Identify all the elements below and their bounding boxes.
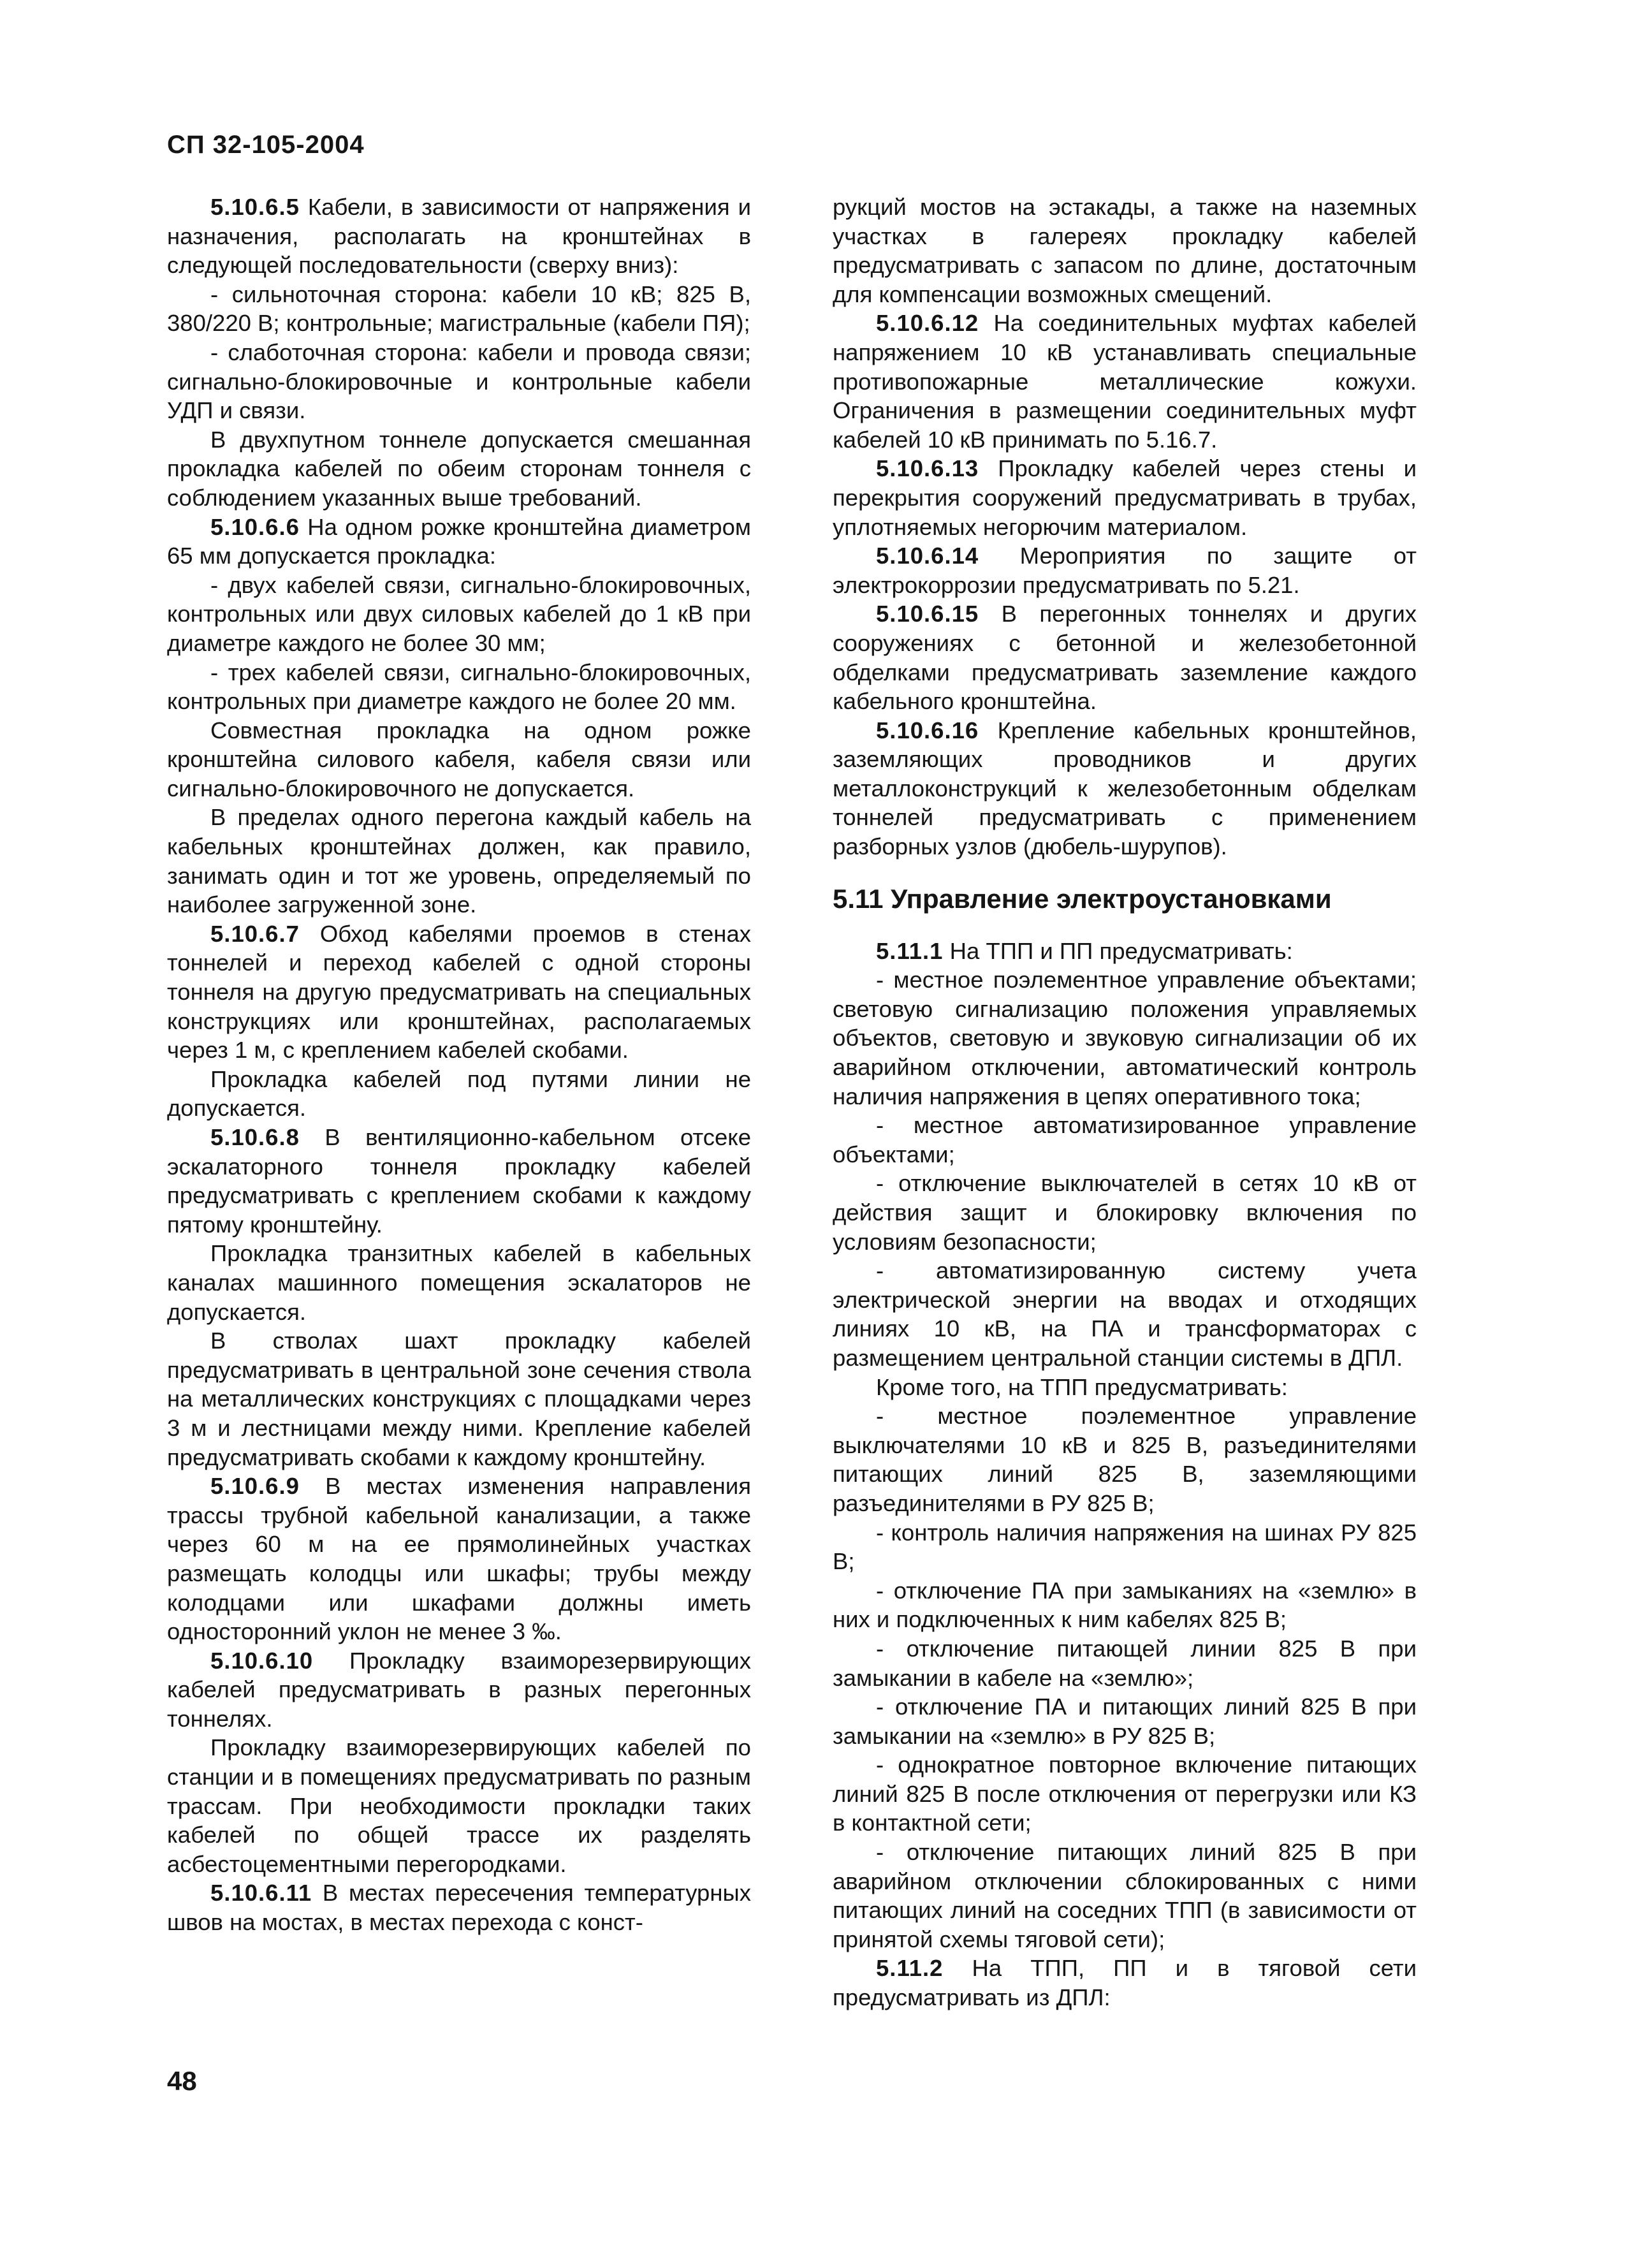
paragraph: [167, 513, 751, 571]
paragraph: [833, 1954, 1417, 2012]
paragraph-text: - местное поэлементное управление выключателями 10 кВ и 825 В, разъединителями питающих линий 825 В, заземляющими разъединителями в РУ 825 В;: [833, 1403, 1417, 1516]
paragraph-text: В местах изменения направления трассы трубной кабельной канализации, а также через 60 м на ее прямолинейных участках размещать колодцы или шкафы; трубы между колодцами или шкафами должны иметь односторонний уклон не менее 3 ‰.: [167, 1473, 751, 1645]
clause-number: 5.11.1: [876, 937, 944, 964]
paragraph-text: - местное поэлементное управление объектами; световую сигнализацию положения управляемых объектов, световую и звуковую сигнализации об их аварийном отключении, автоматический контроль наличия напряжения в цепях оперативного тока;: [833, 967, 1417, 1109]
paragraph: [833, 1373, 1417, 1402]
paragraph: [167, 919, 751, 1065]
paragraph-text: Кроме того, на ТПП предусматривать:: [876, 1373, 1288, 1400]
paragraph: [167, 425, 751, 513]
paragraph: [833, 965, 1417, 1111]
paragraph: [833, 1169, 1417, 1256]
paragraph-text: В местах пересечения температурных швов на мостах, в местах перехода с конст-: [167, 1880, 751, 1936]
paragraph-text: Крепление кабельных кронштейнов, заземляющих проводников и других металлоконструкций к железобетонным обделкам тоннелей предусматривать с применением разборных узлов (дюбель-шурупов).: [833, 717, 1417, 860]
paragraph-text: - трех кабелей связи, сигнально-блокировочных, контрольных при диаметре каждого не более 20 мм.: [167, 659, 751, 715]
paragraph: [167, 1123, 751, 1239]
paragraph: [833, 1111, 1417, 1169]
paragraph: [167, 1472, 751, 1646]
clause-number: 5.10.6.15: [876, 601, 979, 627]
paragraph-text: В стволах шахт прокладку кабелей предусматривать в центральной зоне сечения ствола на металлических конструкциях с площадками через 3 м и лестницами между ними. Крепление кабелей предусматривать скобами к каждому кронштейну.: [167, 1328, 751, 1470]
clause-number: 5.10.6.5: [210, 194, 300, 220]
clause-number: 5.10.6.8: [210, 1124, 300, 1150]
paragraph: [833, 1518, 1417, 1576]
paragraph: [167, 658, 751, 716]
clause-number: 5.10.6.11: [210, 1880, 312, 1906]
paragraph-text: - слаботочная сторона: кабели и провода связи; сигнально-блокировочные и контрольные кабели УДП и связи.: [167, 339, 751, 424]
paragraph-text: - однократное повторное включение питающих линий 825 В после отключения от перегрузки или КЗ в контактной сети;: [833, 1752, 1417, 1836]
paragraph: [833, 309, 1417, 454]
paragraph-text: Прокладку взаиморезервирующих кабелей по станции и в помещениях предусматривать по разным трассам. При необходимости прокладки таких кабелей по общей трассе их разделять асбестоцементными перегородками.: [167, 1734, 751, 1877]
paragraph-text: Мероприятия по защите от электрокоррозии предусматривать по 5.21.: [833, 543, 1417, 598]
paragraph: [833, 1401, 1417, 1518]
paragraph: [167, 1326, 751, 1472]
paragraph-text: - контроль наличия напряжения на шинах РУ 825 В;: [833, 1519, 1417, 1575]
document-code-header: СП 32-105-2004: [167, 131, 365, 159]
paragraph: [167, 193, 751, 280]
paragraph-text: - местное автоматизированное управление объектами;: [833, 1112, 1417, 1167]
paragraph-text: На ТПП, ПП и в тяговой сети предусматривать из ДПЛ:: [833, 1955, 1417, 2011]
paragraph-text: Прокладка кабелей под путями линии не допускается.: [167, 1065, 751, 1122]
clause-number: 5.10.6.6: [210, 513, 300, 540]
paragraph-text: На соединительных муфтах кабелей напряжением 10 кВ устанавливать специальные противопожарные металлические кожухи. Ограничения в размещении соединительных муфт кабелей 10 кВ принимать по 5.16.7.: [833, 310, 1417, 453]
clause-number: 5.10.6.9: [210, 1473, 300, 1500]
paragraph: [833, 193, 1417, 309]
paragraph-text: Кабели, в зависимости от напряжения и назначения, располагать на кронштейнах в следующей последовательности (сверху вниз):: [167, 194, 751, 279]
paragraph: [833, 1576, 1417, 1634]
paragraph: [833, 1256, 1417, 1372]
paragraph: [833, 937, 1417, 966]
paragraph: [167, 803, 751, 919]
clause-number: 5.10.6.7: [210, 920, 300, 947]
paragraph: [833, 716, 1417, 861]
paragraph: [833, 1692, 1417, 1750]
right-column: [833, 193, 1417, 2012]
paragraph-text: В перегонных тоннелях и других сооружениях с бетонной и железобетонной обделками предусматривать заземление каждого кабельного кронштейна.: [833, 601, 1417, 715]
paragraph-text: В двухпутном тоннеле допускается смешанная прокладка кабелей по обеим сторонам тоннеля с соблюдением указанных выше требований.: [167, 426, 751, 511]
clause-number: 5.10.6.10: [210, 1647, 314, 1674]
paragraph-text: Прокладку кабелей через стены и перекрытия сооружений предусматривать в трубах, уплотняемых негорючим материалом.: [833, 455, 1417, 540]
section-heading: 5.11 Управление электроустановками: [833, 883, 1332, 914]
paragraph: [167, 716, 751, 803]
paragraph-text: - сильноточная сторона: кабели 10 кВ; 825 В, 380/220 В; контрольные; магистральные (кабели ПЯ);: [167, 281, 751, 337]
paragraph: [167, 280, 751, 338]
right-column-bottom: [833, 937, 1417, 2012]
paragraph-text: На ТПП и ПП предусматривать:: [943, 937, 1293, 964]
paragraph-text: - автоматизированную систему учета электрической энергии на вводах и отходящих линиях 10 кВ, на ПА и трансформаторах с размещением центральной станции системы в ДПЛ.: [833, 1257, 1417, 1371]
paragraph-text: - отключение ПА и питающих линий 825 В при замыкании на «землю» в РУ 825 В;: [833, 1694, 1417, 1749]
paragraph: [167, 571, 751, 658]
paragraph: [833, 1750, 1417, 1838]
paragraph: [167, 1239, 751, 1326]
paragraph-text: На одном рожке кронштейна диаметром 65 мм допускается прокладка:: [167, 513, 751, 569]
paragraph: [833, 541, 1417, 599]
paragraph-text: Прокладка транзитных кабелей в кабельных каналах машинного помещения эскалаторов не допускается.: [167, 1240, 751, 1325]
paragraph-text: В вентиляционно-кабельном отсеке эскалаторного тоннеля прокладку кабелей предусматривать с креплением скобами к каждому пятому кронштейну.: [167, 1124, 751, 1238]
paragraph-text: - двух кабелей связи, сигнально-блокировочных, контрольных или двух силовых кабелей до 1 кВ при диаметре каждого не более 30 мм;: [167, 571, 751, 656]
paragraph: [167, 338, 751, 425]
paragraph-text: - отключение питающих линий 825 В при аварийном отключении сблокированных с ними питающих линий на соседних ТПП (в зависимости от принятой схемы тяговой сети);: [833, 1839, 1417, 1952]
paragraph-text: - отключение ПА при замыканиях на «землю» в них и подключенных к ним кабелях 825 В;: [833, 1577, 1417, 1633]
paragraph: [833, 599, 1417, 715]
left-column: [167, 193, 751, 1937]
paragraph: [167, 1878, 751, 1936]
paragraph-text: - отключение выключателей в сетях 10 кВ от действия защит и блокировку включения по условиям безопасности;: [833, 1170, 1417, 1255]
paragraph-text: Совместная прокладка на одном рожке кронштейна силового кабеля, кабеля связи или сигнально-блокировочного не допускается.: [167, 717, 751, 801]
clause-number: 5.11.2: [876, 1955, 944, 1982]
paragraph-text: В пределах одного перегона каждый кабель на кабельных кронштейнах должен, как правило, занимать один и тот же уровень, определяемый по наиболее загруженной зоне.: [167, 804, 751, 918]
clause-number: 5.10.6.12: [876, 310, 979, 337]
paragraph: [833, 454, 1417, 541]
clause-number: 5.10.6.14: [876, 543, 979, 569]
clause-number: 5.10.6.16: [876, 717, 979, 743]
page-number: 48: [167, 2066, 197, 2096]
right-column-top: [833, 193, 1417, 861]
paragraph-text: Обход кабелями проемов в стенах тоннелей и переход кабелей с одной стороны тоннеля на другую предусматривать на специальных конструкциях или кронштейнах, располагаемых через 1 м, с креплением кабелей скобами.: [167, 920, 751, 1064]
paragraph: [833, 1634, 1417, 1692]
paragraph: [167, 1065, 751, 1123]
paragraph-text: Прокладку взаиморезервирующих кабелей предусматривать в разных перегонных тоннелях.: [167, 1647, 751, 1732]
paragraph: [833, 1838, 1417, 1954]
paragraph-text: рукций мостов на эстакады, а также на наземных участках в галереях прокладку кабелей предусматривать с запасом по длине, достаточным для компенсации возможных смещений.: [833, 194, 1417, 307]
clause-number: 5.10.6.13: [876, 455, 979, 482]
paragraph: [167, 1646, 751, 1734]
paragraph: [167, 1733, 751, 1878]
paragraph-text: - отключение питающей линии 825 В при замыкании в кабеле на «землю»;: [833, 1635, 1417, 1691]
